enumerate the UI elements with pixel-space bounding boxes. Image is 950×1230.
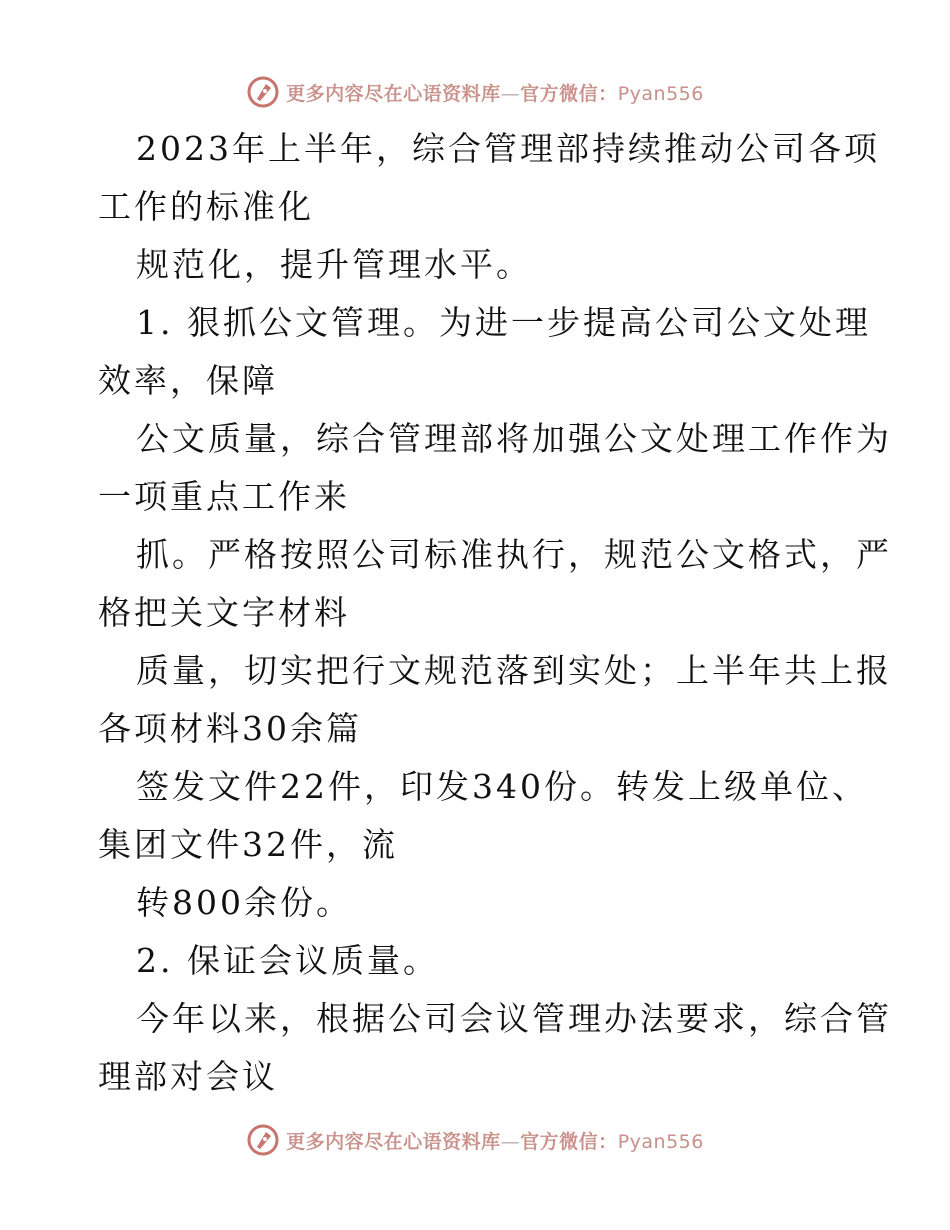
body-line: 公文质量，综合管理部将加强公文处理工作作为: [136, 419, 892, 458]
body-line: 工作的标准化: [98, 187, 314, 226]
watermark-text: [286, 1127, 704, 1154]
watermark-wechat-label: 官方微信：: [520, 1130, 618, 1153]
body-line: 2023年上半年，综合管理部持续推动公司各项: [136, 129, 880, 168]
header-watermark: [0, 72, 950, 112]
pen-nib-circle-icon: [246, 1123, 280, 1157]
watermark-handle: Pyan556: [617, 82, 704, 105]
watermark-text: [286, 79, 704, 106]
body-line: 2. 保证会议质量。: [136, 941, 439, 980]
body-line: 一项重点工作来: [98, 477, 350, 516]
body-line: 转800余份。: [136, 883, 352, 922]
body-line: 质量，切实把行文规范落到实处；上半年共上报: [136, 651, 892, 690]
watermark-separator: —: [500, 1130, 521, 1153]
body-line: 1. 狠抓公文管理。为进一步提高公司公文处理: [136, 303, 871, 342]
watermark-separator: —: [500, 82, 521, 105]
body-line: 今年以来，根据公司会议管理办法要求，综合管: [136, 999, 892, 1038]
watermark-main: 更多内容尽在心语资料库: [286, 1130, 501, 1153]
body-line: 格把关文字材料: [98, 593, 350, 632]
watermark-wechat-label: 官方微信：: [520, 82, 618, 105]
pen-nib-circle-icon: [246, 75, 280, 109]
footer-watermark: [0, 1120, 950, 1160]
body-line: 理部对会议: [98, 1057, 278, 1096]
body-line: 各项材料30余篇: [98, 709, 362, 748]
watermark-main: 更多内容尽在心语资料库: [286, 82, 501, 105]
body-line: 效率，保障: [98, 361, 278, 400]
watermark-handle: Pyan556: [617, 1130, 704, 1153]
body-line: 规范化，提升管理水平。: [136, 245, 532, 284]
body-line: 集团文件32件，流: [98, 825, 398, 864]
body-line: 签发文件22件，印发340份。转发上级单位、: [136, 767, 868, 806]
body-line: 抓。严格按照公司标准执行，规范公文格式，严: [136, 535, 892, 574]
